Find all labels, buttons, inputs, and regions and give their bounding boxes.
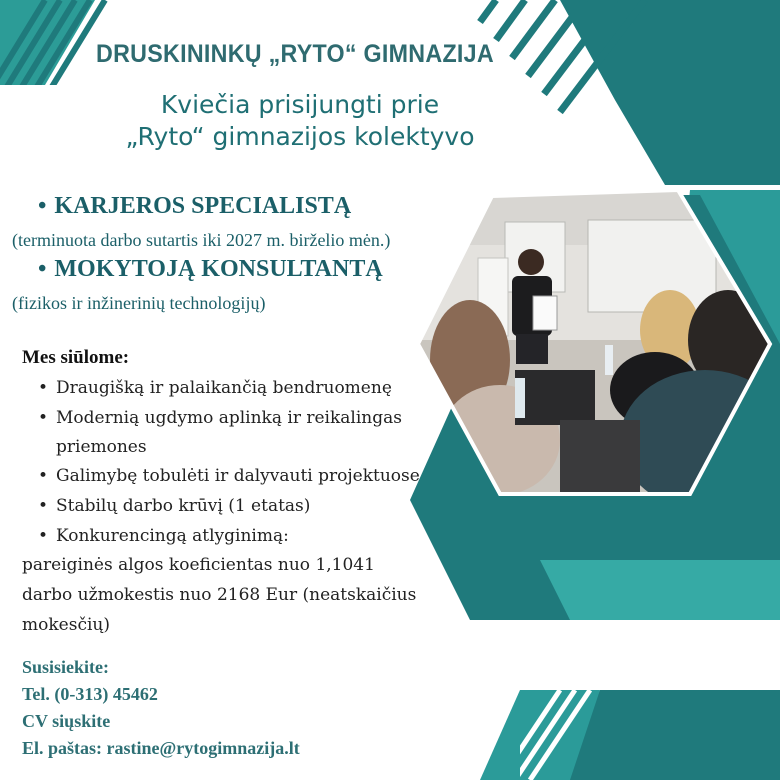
offer-item: • Konkurencingą atlyginimą:: [38, 526, 289, 546]
salary-line: pareiginės algos koeficientas nuo 1,1041: [22, 555, 375, 575]
offer-item: • Modernią ugdymo aplinką ir reikalingas: [38, 408, 402, 428]
salary-line: darbo užmokestis nuo 2168 Eur (neatskaičius: [22, 585, 417, 605]
bullet: •: [38, 496, 49, 516]
offers-heading: Mes siūlome:: [22, 347, 130, 368]
contact-phone: Tel. (0-313) 45462: [22, 684, 158, 704]
school-name: DRUSKININKŲ „RYTO“ GIMNAZIJA: [96, 40, 494, 68]
offer-item: • Stabilų darbo krūvį (1 etatas): [38, 496, 311, 516]
subtitle-line-2: „Ryto“ gimnazijos kolektyvo: [125, 122, 475, 151]
position-note: (fizikos ir inžinerinių technologijų): [12, 293, 266, 313]
position-title: MOKYTOJĄ KONSULTANTĄ: [54, 256, 383, 282]
contact-label: Susisiekite:: [22, 657, 110, 677]
subtitle-line-1: Kviečia prisijungti prie: [160, 90, 440, 119]
bullet: •: [38, 256, 47, 282]
position-title: KARJEROS SPECIALISTĄ: [54, 193, 352, 219]
bullet: •: [38, 466, 49, 486]
position-note: (terminuota darbo sutartis iki 2027 m. birželio mėn.): [12, 230, 391, 250]
bullet: •: [38, 193, 47, 219]
contact-email: El. paštas: rastine@rytogimnazija.lt: [22, 738, 300, 758]
bullet: •: [38, 378, 49, 398]
position-teacher-consultant: [38, 256, 383, 283]
light-band: [540, 560, 780, 620]
contact-cv-label: CV siųskite: [22, 711, 111, 731]
bullet: •: [38, 408, 49, 428]
offer-item: • Galimybę tobulėti ir dalyvauti projektuose: [38, 466, 420, 486]
salary-line: mokesčių): [22, 615, 110, 635]
offer-item: • Draugišką ir palaikančią bendruomenę: [38, 378, 392, 398]
bullet: •: [38, 526, 49, 546]
offer-item-continuation: priemones: [56, 437, 147, 457]
position-career-specialist: [38, 193, 351, 220]
